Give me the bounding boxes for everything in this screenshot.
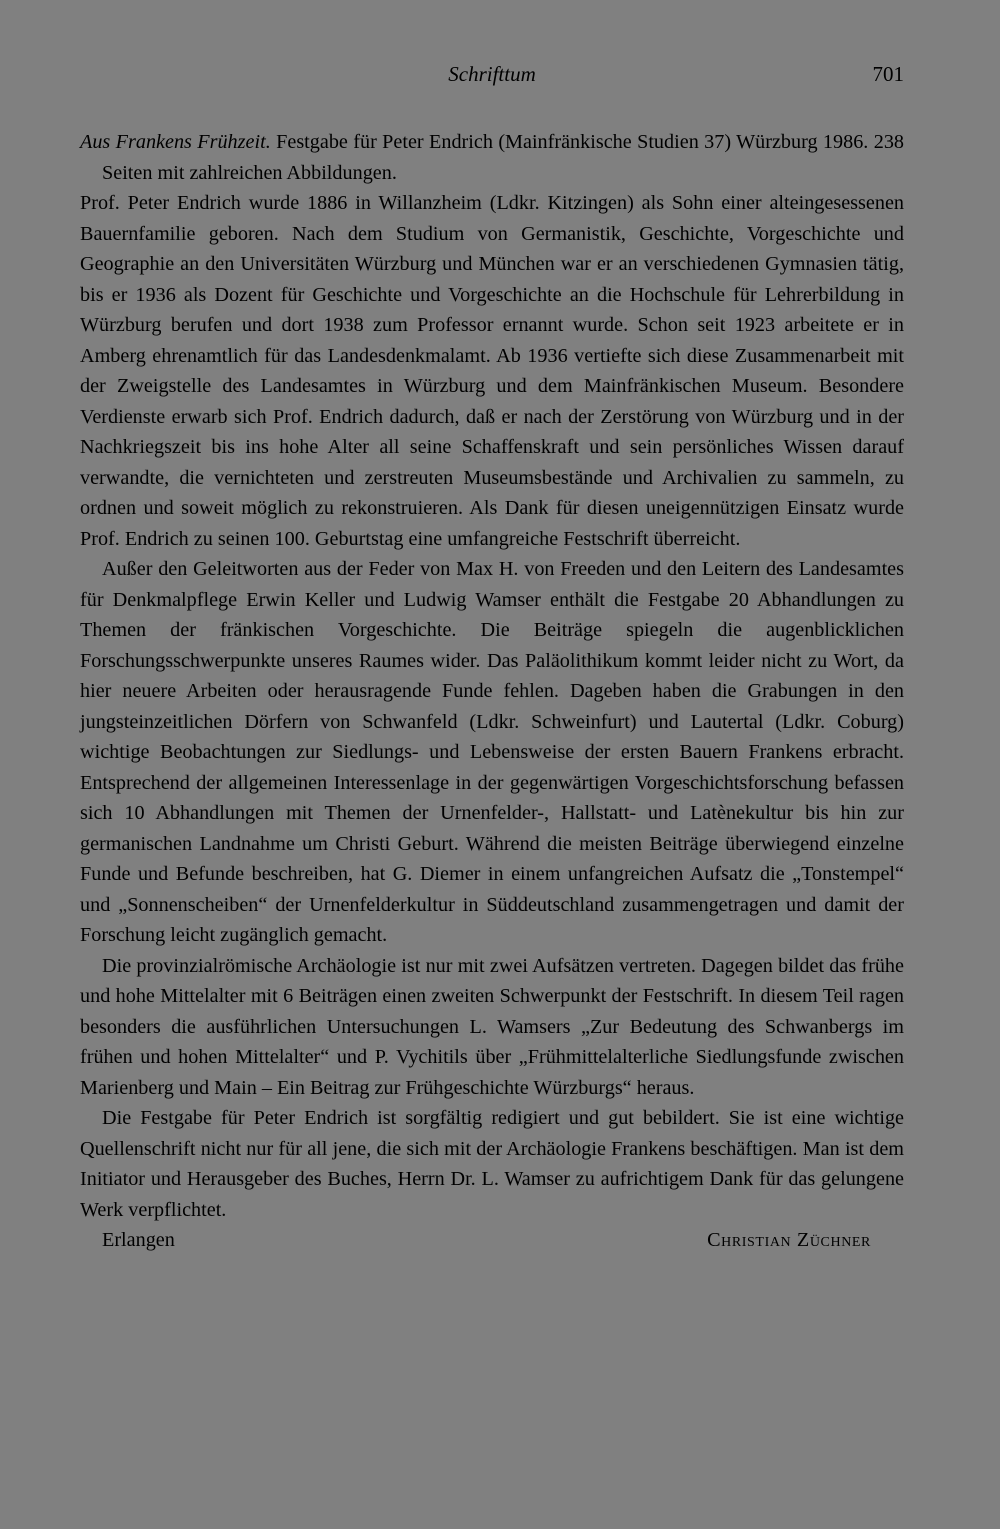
review-paragraph: Außer den Geleitworten aus der Feder von Max H. von Freeden und den Leitern des Landesamtes für Denkmalpflege Erwin Keller und Ludwig Wamser enthält die Festgabe 20 Abhandlungen zu Themen der fränkischen Vorgeschichte. Die Beiträge spiegeln die augenblicklichen Forschungsschwerpunkte unseres Raumes wider. Das Paläolithikum kommt leider nicht zu Wort, da hier neuere Arbeiten oder herausragende Funde fehlen. Dageben haben die Grabungen in den jungsteinzeitlichen Dörfern von Schwanfeld (Ldkr. Schweinfurt) und Lautertal (Ldkr. Coburg) wichtige Beobachtungen zur Siedlungs- und Lebensweise der ersten Bauern Frankens erbracht. Entsprechend der allgemeinen Interessenlage in der gegenwärtigen Vorgeschichtsforschung befassen sich 10 Abhandlungen mit Themen der Urnenfelder-, Hallstatt- und Latènekultur bis hin zur germanischen Landnahme um Christi Geburt. Während die meisten Beiträge überwiegend einzelne Funde und Befunde beschreiben, hat G. Diemer in einem unfangreichen Aufsatz die „Tonstempel“ und „Sonnenscheiben“ der Urnenfelderkultur in Süddeutschland zusammengetragen und damit der Forschung leicht zugänglich gemacht. [80,558,904,946]
review-paragraph: Die Festgabe für Peter Endrich ist sorgfältig redigiert und gut bebildert. Sie ist eine wichtige Quellenschrift nicht nur für all jene, die sich mit der Archäologie Frankens beschäftigen. Man ist dem Initiator und Herausgeber des Buches, Herrn Dr. L. Wamser zu aufrichtigem Dank für das gelungene Werk verpflichtet. [80,1107,904,1221]
signature-place: Erlangen [102,1229,175,1251]
page-number: 701 [872,62,904,86]
book-title: Aus Frankens Frühzeit. [80,131,271,153]
signature-line [80,1225,904,1255]
running-title: Schrifttum [448,62,536,86]
running-head [80,62,904,92]
book-citation: Festgabe für Peter Endrich (Mainfränkische Studien 37) Würzburg 1986. 238 Seiten mit zahlreichen Abbildungen. [102,131,905,184]
review-paragraph: Die provinzialrömische Archäologie ist nur mit zwei Aufsätzen vertreten. Dagegen bildet das frühe und hohe Mittelalter mit 6 Beiträgen einen zweiten Schwerpunkt der Festschrift. In diesem Teil ragen besonders die ausführlichen Untersuchungen L. Wamsers „Zur Bedeutung des Schwanbergs im frühen und hohen Mittelalter“ und P. Vychitils über „Frühmittelalterliche Siedlungsfunde zwischen Marienberg und Main – Ein Beitrag zur Frühgeschichte Würzburgs“ heraus. [80,954,904,1099]
review-body [80,127,904,1255]
bibliographic-entry [80,127,904,188]
reviewer-name: Christian Züchner [707,1229,871,1251]
review-paragraph: Prof. Peter Endrich wurde 1886 in Willanzheim (Ldkr. Kitzingen) als Sohn einer alteingesessenen Bauernfamilie geboren. Nach dem Studium von Germanistik, Geschichte, Vorgeschichte und Geographie an den Universitäten Würzburg und München war er an verschiedenen Gymnasien tätig, bis er 1936 als Dozent für Geschichte und Vorgeschichte an die Hochschule für Lehrerbildung in Würzburg berufen und dort 1938 zum Professor ernannt wurde. Schon seit 1923 arbeitete er in Amberg ehrenamtlich für das Landesdenkmalamt. Ab 1936 vertiefte sich diese Zusammenarbeit mit der Zweigstelle des Landesamtes in Würzburg und dem Mainfränkischen Museum. Besondere Verdienste erwarb sich Prof. Endrich dadurch, daß er nach der Zerstörung von Würzburg und in der Nachkriegszeit bis ins hohe Alter all seine Schaffenskraft und sein persönliches Wissen darauf verwandte, die vernichteten und zerstreuten Museumsbestände und Archivalien zu sammeln, zu ordnen und soweit möglich zu rekonstruieren. Als Dank für diesen uneigennützigen Einsatz wurde Prof. Endrich zu seinen 100. Geburtstag eine umfangreiche Festschrift überreicht. [80,192,904,550]
